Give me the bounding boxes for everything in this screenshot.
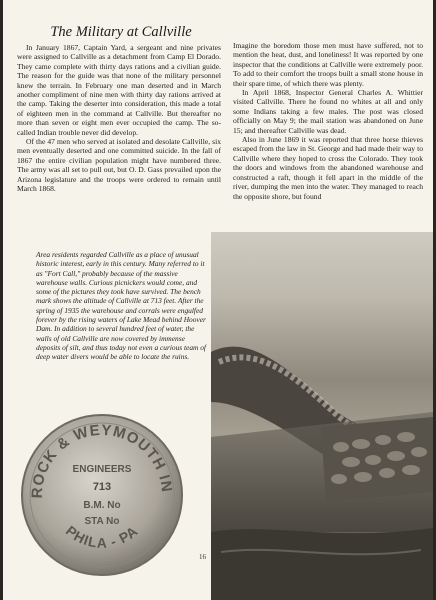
paragraph: Imagine the boredom those men must have suffered, not to mention the heat, dust, and loneliness! It was reported by one inspector that the conditions at Callville were extremely poor. To add to their comfort the troops built a small stone house in their spare time, of which there was plenty. xyxy=(233,41,423,88)
ruins-photograph xyxy=(211,232,433,600)
paragraph: Also in June 1869 it was reported that three horse thieves escaped from the law in St. George and had made their way to Callville where they hoped to cross the Colorado. They took the doors and windows from the abandoned warehouse and constructed a raft, though it fell apart in the middle of the river, dumping the men into the water. They managed to reach the opposite shore, but found xyxy=(233,135,423,201)
benchmark-sta-label: STA No xyxy=(84,516,120,527)
benchmark-maker: ROCK & WEYMOUTH IN xyxy=(28,421,176,499)
benchmark-bm-label: B.M. No xyxy=(83,500,121,511)
benchmark-engineers: ENGINEERS xyxy=(72,464,132,475)
right-column xyxy=(233,41,423,201)
left-column xyxy=(17,43,221,194)
paragraph: In April 1868, Inspector General Charles A. Whittier visited Callville. There he found no whites at all and only some Indians taking a few males. The post was closed officially on May 9; the mail station was abandoned on June 15; and thereafter Callville was dead. xyxy=(233,88,423,135)
article-title: The Military at Callville xyxy=(50,24,192,40)
book-page xyxy=(3,0,433,600)
photo-caption: Area residents regarded Callville as a place of unusual historic interest, early in this century. Many referred to it as "Fort Call," probably because of the massive warehouse walls. Curious picnickers would come, and some of the pictures they took have survived. The bench mark shows the altitude of Callville at 713 feet. After the spring of 1935 the warehouse and corrals were engulfed forever by the rising waters of Lake Mead behind Hoover Dam. In addition to several hundred feet of water, the walls of old Callville are now covered by immense deposits of silt, and thus today not even a curious team of deep water divers would be able to locate the ruins. xyxy=(36,250,206,362)
benchmark-disc xyxy=(17,410,187,580)
page-number: 16 xyxy=(199,553,206,561)
paragraph: Of the 47 men who served at isolated and desolate Callville, six men eventually deserted and one committed suicide. In the fall of 1867 the entire civilian population might have numbered three. The army was all set to pull out, but O. D. Gass prevailed upon the Arizona legislature and the troops were ordered to remain until March 1868. xyxy=(17,137,221,194)
paragraph: In January 1867, Captain Yard, a sergeant and nine privates were assigned to Callville as a detachment from Camp El Dorado. They came complete with thirty days rations and a civilian guide. The reason for the guide was that none of the military personnel knew the terrain. In February one man deserted and in March another compliment of nine men with thirty day rations arrived at the camp. Taking the deserter into consideration, this made a total of eighteen men in the command at Callville. But thereafter no more than seven or eight men ever occupied the camp. The so-called Indian trouble never did develop. xyxy=(17,43,221,137)
benchmark-city: PHILA - PA xyxy=(62,522,142,551)
benchmark-altitude: 713 xyxy=(92,481,112,493)
